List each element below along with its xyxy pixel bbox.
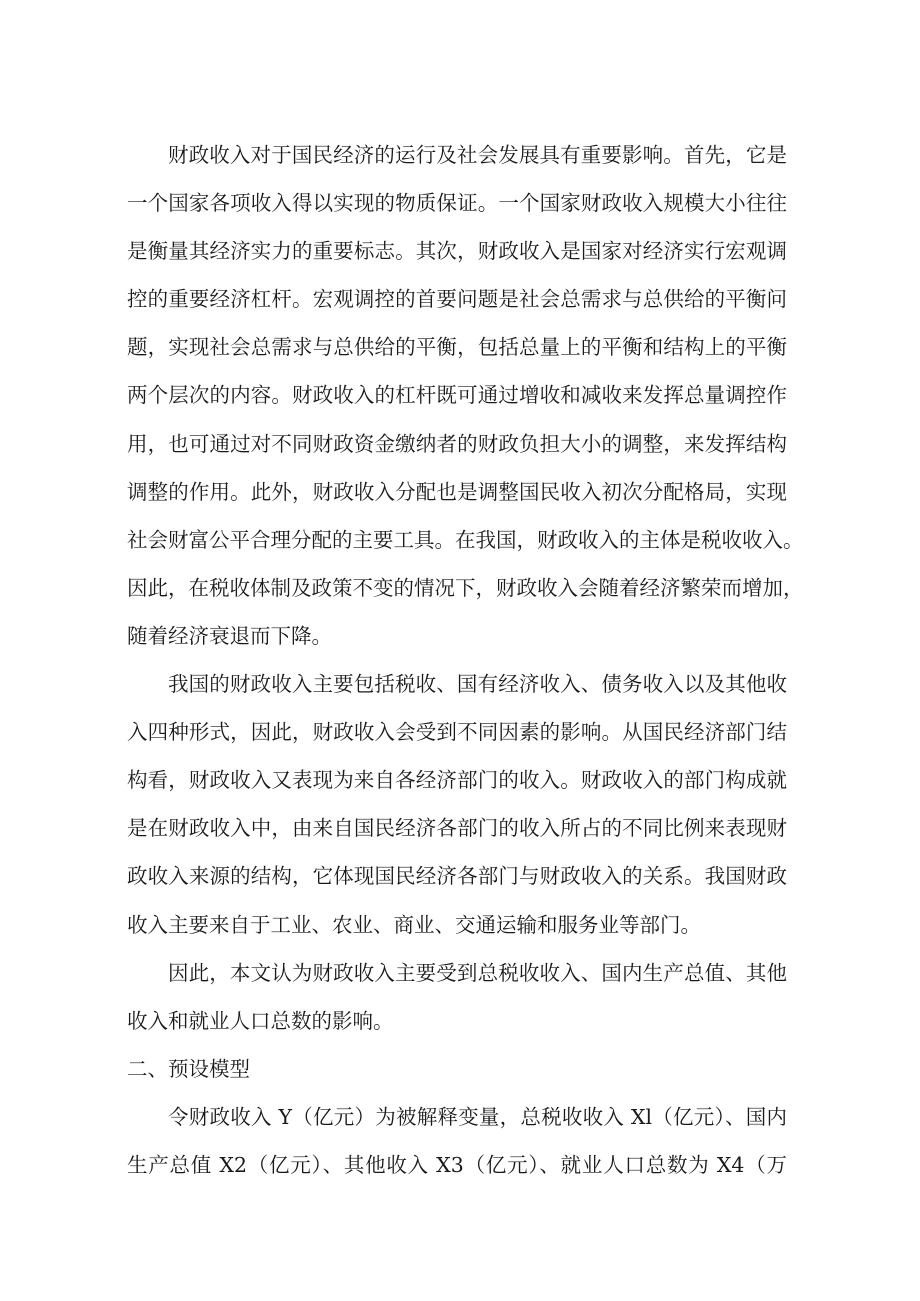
text-line: 财政收入对于国民经济的运行及社会发展具有重要影响。首先，它是 [168, 143, 787, 167]
text-line: 调整的作用。此外，财政收入分配也是调整国民收入初次分配格局，实现 [127, 479, 787, 504]
paragraph-1 [127, 131, 804, 660]
document-body [127, 131, 804, 1189]
text-line: 因此，在税收体制及政策不变的情况下，财政收入会随着经济繁荣而增加， [127, 575, 804, 600]
text-line: 入四种形式，因此，财政收入会受到不同因素的影响。从国民经济部门结 [127, 720, 787, 745]
text-line: 用，也可通过对不同财政资金缴纳者的财政负担大小的调整，来发挥结构 [127, 431, 787, 456]
text-line: 令财政收入 Y（亿元）为被解释变量，总税收收入 Xl（亿元）、国内 [168, 1104, 787, 1129]
text-line: 政收入来源的结构，它体现国民经济各部门与财政收入的关系。我国财政 [127, 864, 787, 889]
text-line: 一个国家各项收入得以实现的物质保证。一个国家财政收入规模大小往往 [127, 191, 787, 216]
text-line: 两个层次的内容。财政收入的杠杆既可通过增收和减收来发挥总量调控作 [127, 383, 787, 408]
paragraph-4 [127, 1093, 787, 1189]
text-line: 因此，本文认为财政收入主要受到总税收收入、国内生产总值、其他 [168, 960, 787, 985]
text-line: 收入和就业人口总数的影响。 [127, 1008, 394, 1033]
text-line: 构看，财政收入又表现为来自各经济部门的收入。财政收入的部门构成就 [127, 768, 787, 793]
text-line: 是衡量其经济实力的重要标志。其次，财政收入是国家对经济实行宏观调 [127, 239, 787, 264]
paragraph-2 [127, 660, 787, 949]
section-heading: 二、预设模型 [127, 1056, 250, 1081]
text-line: 收入主要来自于工业、农业、商业、交通运输和服务业等部门。 [127, 912, 701, 937]
text-line: 社会财富公平合理分配的主要工具。在我国，财政收入的主体是税收收入。 [127, 527, 804, 552]
text-line: 生产总值 X2（亿元）、其他收入 X3（亿元）、就业人口总数为 X4（万 [127, 1152, 787, 1177]
paragraph-3 [127, 949, 787, 1045]
text-line: 我国的财政收入主要包括税收、国有经济收入、债务收入以及其他收 [168, 672, 787, 697]
text-line: 控的重要经济杠杆。宏观调控的首要问题是社会总需求与总供给的平衡问 [127, 287, 787, 312]
text-line: 题，实现社会总需求与总供给的平衡，包括总量上的平衡和结构上的平衡 [127, 335, 787, 360]
text-line: 随着经济衰退而下降。 [127, 623, 332, 648]
text-line: 是在财政收入中，由来自国民经济各部门的收入所占的不同比例来表现财 [127, 816, 787, 841]
